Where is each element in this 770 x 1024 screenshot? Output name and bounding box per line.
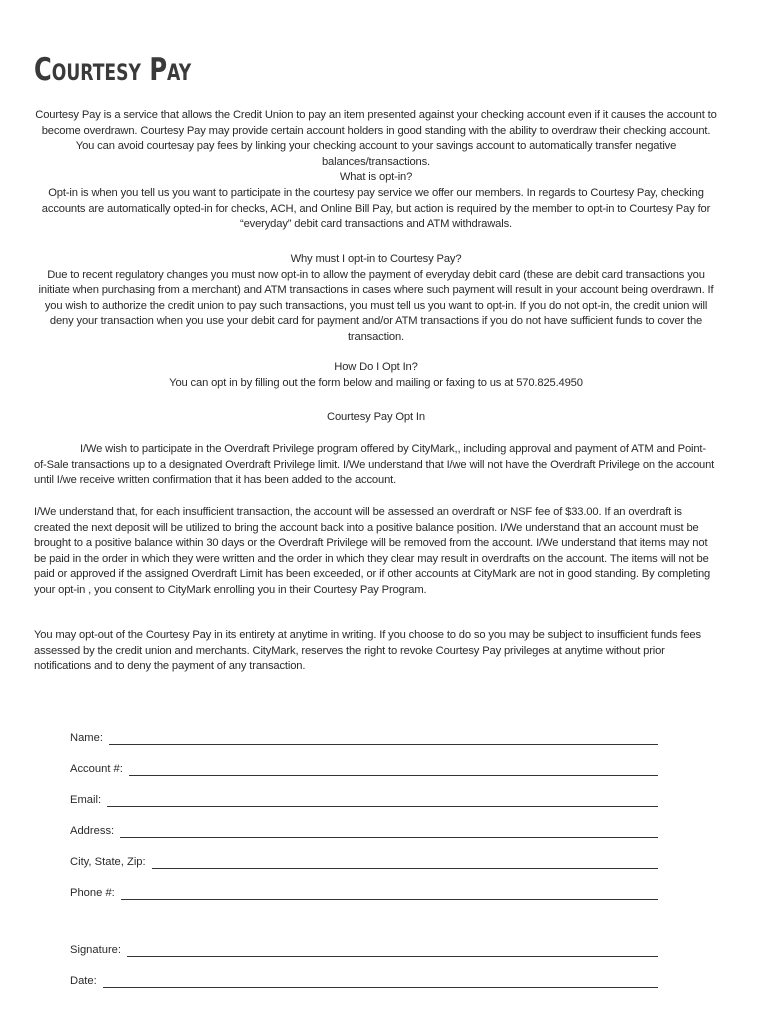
name-field[interactable] [70, 731, 658, 745]
phone-field[interactable] [70, 886, 658, 900]
intro-section [34, 108, 718, 233]
why-heading: Why must I opt-in to Courtesy Pay? [290, 253, 462, 265]
account-label: Account #: [70, 763, 123, 775]
address-field[interactable] [70, 824, 658, 838]
name-input-line[interactable] [109, 733, 658, 745]
why-section [34, 252, 718, 346]
city-state-zip-field[interactable] [70, 855, 658, 869]
city-state-zip-label: City, State, Zip: [70, 856, 146, 868]
form-heading-section [34, 410, 718, 426]
account-input-line[interactable] [129, 764, 658, 776]
signature-input-line[interactable] [127, 945, 658, 957]
date-input-line[interactable] [103, 976, 658, 988]
date-label: Date: [70, 975, 97, 987]
why-text: Due to recent regulatory changes you must now opt-in to allow the payment of everyday debit card (these are debit card transactions you initiate when purchasing from a merchant) and ATM transactions in cases where such payment will result in your account being overdrawn. If you wish to authorize the credit union to pay such transactions, you must tell us you want to opt-in. If you do not opt-in, the credit union will deny your transaction when you use your debit card for payment and/or ATM transactions if you do not have sufficient funds to cover the transaction. [38, 268, 714, 343]
email-label: Email: [70, 794, 102, 806]
terms-text-1: I/We wish to participate in the Overdraft Privilege program offered by CityMark,, including approval and payment of ATM and Point-of-Sale transactions up to a designated Overdraft Privilege limit. I/We understand that I/we will not have the Overdraft Privilege on the account until I/we receive written confirmation that it has been added to the account. [34, 443, 715, 487]
account-field[interactable] [70, 762, 658, 776]
phone-label: Phone #: [70, 887, 115, 899]
signature-label: Signature: [70, 944, 121, 956]
address-label: Address: [70, 825, 115, 837]
form-heading: Courtesy Pay Opt In [327, 411, 425, 423]
how-section [34, 360, 718, 391]
phone-input-line[interactable] [121, 888, 658, 900]
date-field[interactable] [70, 974, 658, 988]
how-text: You can opt in by filling out the form below and mailing or faxing to us at 570.825.4950 [169, 376, 583, 389]
email-field[interactable] [70, 793, 658, 807]
terms-text-2: I/We understand that, for each insufficient transaction, the account will be assessed an overdraft or NSF fee of $33.00. If an overdraft is created the next deposit will be utilized to bring the account back into a positive balance position. I/We understand that an account must be brought to a positive balance within 30 days or the Overdraft Privilege will be removed from the account. I/We understand that items may not be paid in the order in which they were written and the order in which they clear may result in overdrafts on the account. The items will not be paid or approved if the assigned Overdraft Limit has been exceeded, or if other accounts at CityMark are not in good standing. By completing your opt-in , you consent to CityMark enrolling you in their Courtesy Pay Program. [34, 506, 711, 596]
city-state-zip-input-line[interactable] [152, 857, 658, 869]
terms-paragraph-2 [34, 505, 718, 599]
terms-text-3: You may opt-out of the Courtesy Pay in its entirety at anytime in writing. If you choose to do so you may be subject to insufficient funds fees assessed by the credit union and merchants. CityMark, reserves the right to revoke Courtesy Pay privileges at anytime without prior notifications and to deny the payment of any transaction. [34, 629, 701, 673]
name-label: Name: [70, 732, 103, 744]
address-input-line[interactable] [120, 826, 658, 838]
terms-paragraph-3 [34, 628, 718, 675]
signature-field[interactable] [70, 943, 658, 957]
optin-heading: What is opt-in? [339, 171, 413, 184]
how-heading: How Do I Opt In? [334, 361, 418, 373]
intro-text: Courtesy Pay is a service that allows the Credit Union to pay an item presented against your checking account even if it causes the account to become overdrawn. Courtesy Pay may provide certain account holders in good standing with the ability to overdraw their checking account. You can avoid courtesay pay fees by linking your checking account to your savings account to automatically transfer negative balances/transactions. [35, 109, 717, 168]
page-title: Courtesy Pay [34, 52, 192, 88]
email-input-line[interactable] [107, 795, 658, 807]
optin-text: Opt-in is when you tell us you want to participate in the courtesy pay service we offer our members. In regards to Courtesy Pay, checking accounts are automatically opted-in for checks, ACH, and Online Bill Pay, but action is required by the member to opt-in to Courtesy Pay for “everyday” debit card transactions and ATM withdrawals. [41, 186, 711, 231]
terms-paragraph-1 [34, 442, 718, 489]
